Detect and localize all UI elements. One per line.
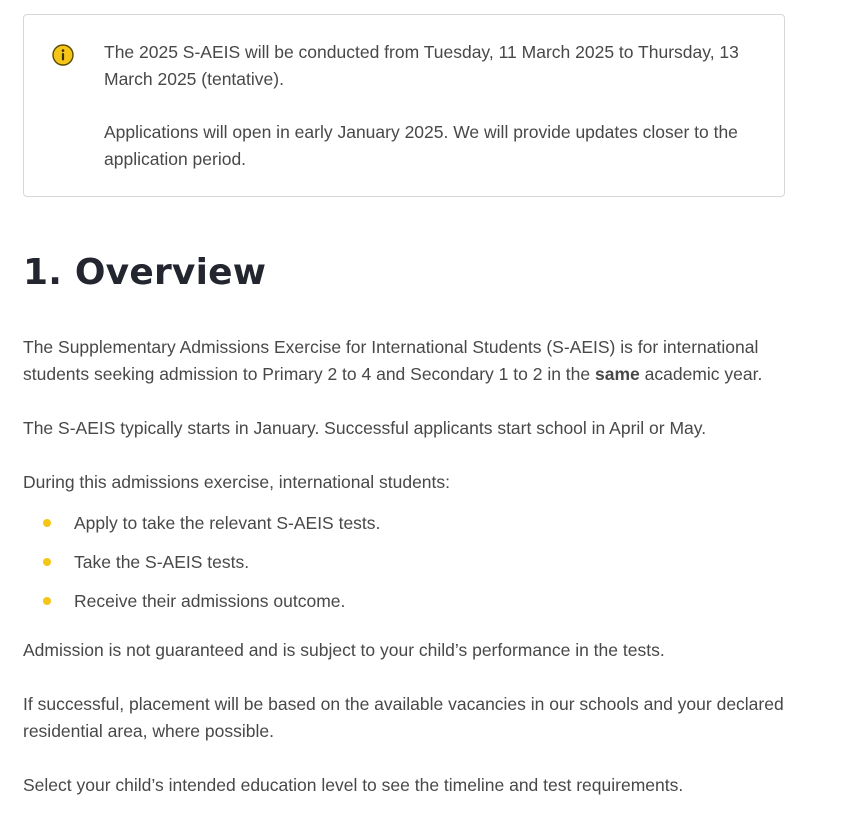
bullet-icon <box>43 597 51 605</box>
notice-dates-text: The 2025 S-AEIS will be conducted from Tuesday, 11 March 2025 to Thursday, 13 March 2025 (tentative). <box>104 42 739 89</box>
select-level-paragraph: Select your child’s intended education level to see the timeline and test requirements. <box>23 775 684 795</box>
guarantee-paragraph: Admission is not guaranteed and is subject to your child’s performance in the tests. <box>23 640 665 660</box>
info-icon <box>52 44 74 66</box>
intro-text-end: academic year. <box>639 364 763 384</box>
intro-paragraph <box>23 334 813 388</box>
list-item <box>23 549 813 588</box>
section-title: 1. Overview <box>23 252 267 293</box>
overview-content <box>23 334 813 826</box>
intro-emphasis: same <box>595 364 640 384</box>
bullet-icon <box>43 558 51 566</box>
list-item-text: Take the S-AEIS tests. <box>74 552 250 572</box>
timeline-paragraph: The S-AEIS typically starts in January. Successful applicants start school in April or May. <box>23 418 707 438</box>
steps-list <box>23 510 813 627</box>
intro-text-start: The Supplementary Admissions Exercise for International Students (S-AEIS) is for international students seeking admission to Primary 2 to 4 and Secondary 1 to 2 in the <box>23 337 759 384</box>
bullet-icon <box>43 519 51 527</box>
list-item-text: Apply to take the relevant S-AEIS tests. <box>74 513 381 533</box>
list-item <box>23 510 813 549</box>
notice-callout <box>23 14 785 197</box>
list-item <box>23 588 813 627</box>
list-intro-paragraph: During this admissions exercise, international students: <box>23 472 451 492</box>
placement-paragraph: If successful, placement will be based on the available vacancies in our schools and your declared residential area, where possible. <box>23 694 784 741</box>
notice-applications-text: Applications will open in early January 2025. We will provide updates closer to the application period. <box>104 122 738 169</box>
list-item-text: Receive their admissions outcome. <box>74 591 346 611</box>
